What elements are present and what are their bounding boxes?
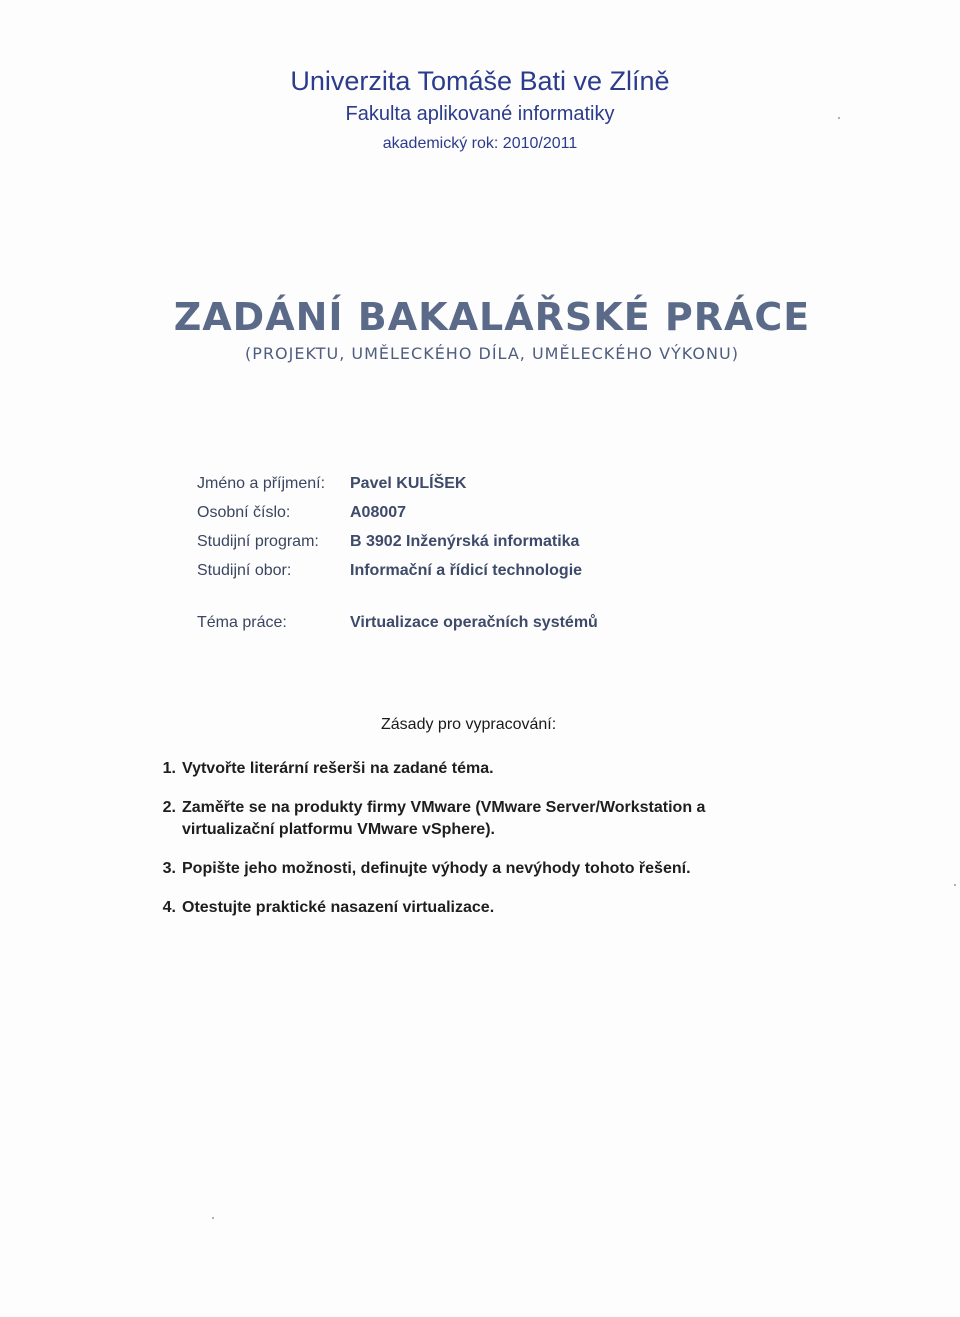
scan-speck xyxy=(212,1217,214,1219)
document-title: ZADÁNÍ BAKALÁŘSKÉ PRÁCE xyxy=(173,295,811,339)
list-item xyxy=(150,758,750,780)
topic-label: Téma práce: xyxy=(197,614,287,631)
list-item-text: Zaměřte se na produkty firmy VMware (VMware Server/Workstation a virtualizační platformu VMware vSphere). xyxy=(182,799,706,838)
field-row xyxy=(197,562,757,591)
scan-speck xyxy=(954,884,956,886)
program-label: Studijní program: xyxy=(197,533,319,550)
list-item-number: 4. xyxy=(162,899,176,916)
university-name: Univerzita Tomáše Bati ve Zlíně xyxy=(290,66,670,96)
list-item-text: Popište jeho možnosti, definujte výhody a nevýhody tohoto řešení. xyxy=(182,860,691,877)
topic-row xyxy=(197,614,757,638)
field-label: Studijní obor: xyxy=(197,562,292,579)
list-item-number: 1. xyxy=(162,760,176,777)
name-label: Jméno a příjmení: xyxy=(197,475,326,492)
list-item xyxy=(150,897,750,919)
topic-value: Virtualizace operačních systémů xyxy=(350,614,598,631)
number-row xyxy=(197,504,757,533)
name-value: Pavel KULÍŠEK xyxy=(350,475,467,492)
scan-speck xyxy=(838,117,840,119)
academic-year: akademický rok: 2010/2011 xyxy=(382,135,578,152)
name-row xyxy=(197,475,757,504)
number-value: A08007 xyxy=(350,504,407,521)
student-info xyxy=(197,475,757,591)
list-item-number: 2. xyxy=(162,799,176,816)
list-item xyxy=(150,858,750,880)
field-value: Informační a řídicí technologie xyxy=(350,562,583,579)
list-item-text: Otestujte praktické nasazení virtualizace. xyxy=(182,899,495,916)
number-label: Osobní číslo: xyxy=(197,504,291,521)
program-value: B 3902 Inženýrská informatika xyxy=(350,533,580,550)
faculty-name: Fakulta aplikované informatiky xyxy=(345,103,615,125)
program-row xyxy=(197,533,757,562)
principles-title: Zásady pro vypracování: xyxy=(381,716,557,733)
principles-list xyxy=(150,758,750,919)
list-item xyxy=(150,797,750,841)
document-subtitle: (PROJEKTU, UMĚLECKÉHO DÍLA, UMĚLECKÉHO VÝKONU) xyxy=(245,344,739,363)
list-item-number: 3. xyxy=(162,860,176,877)
list-item-text: Vytvořte literární rešerši na zadané téma. xyxy=(182,760,494,777)
